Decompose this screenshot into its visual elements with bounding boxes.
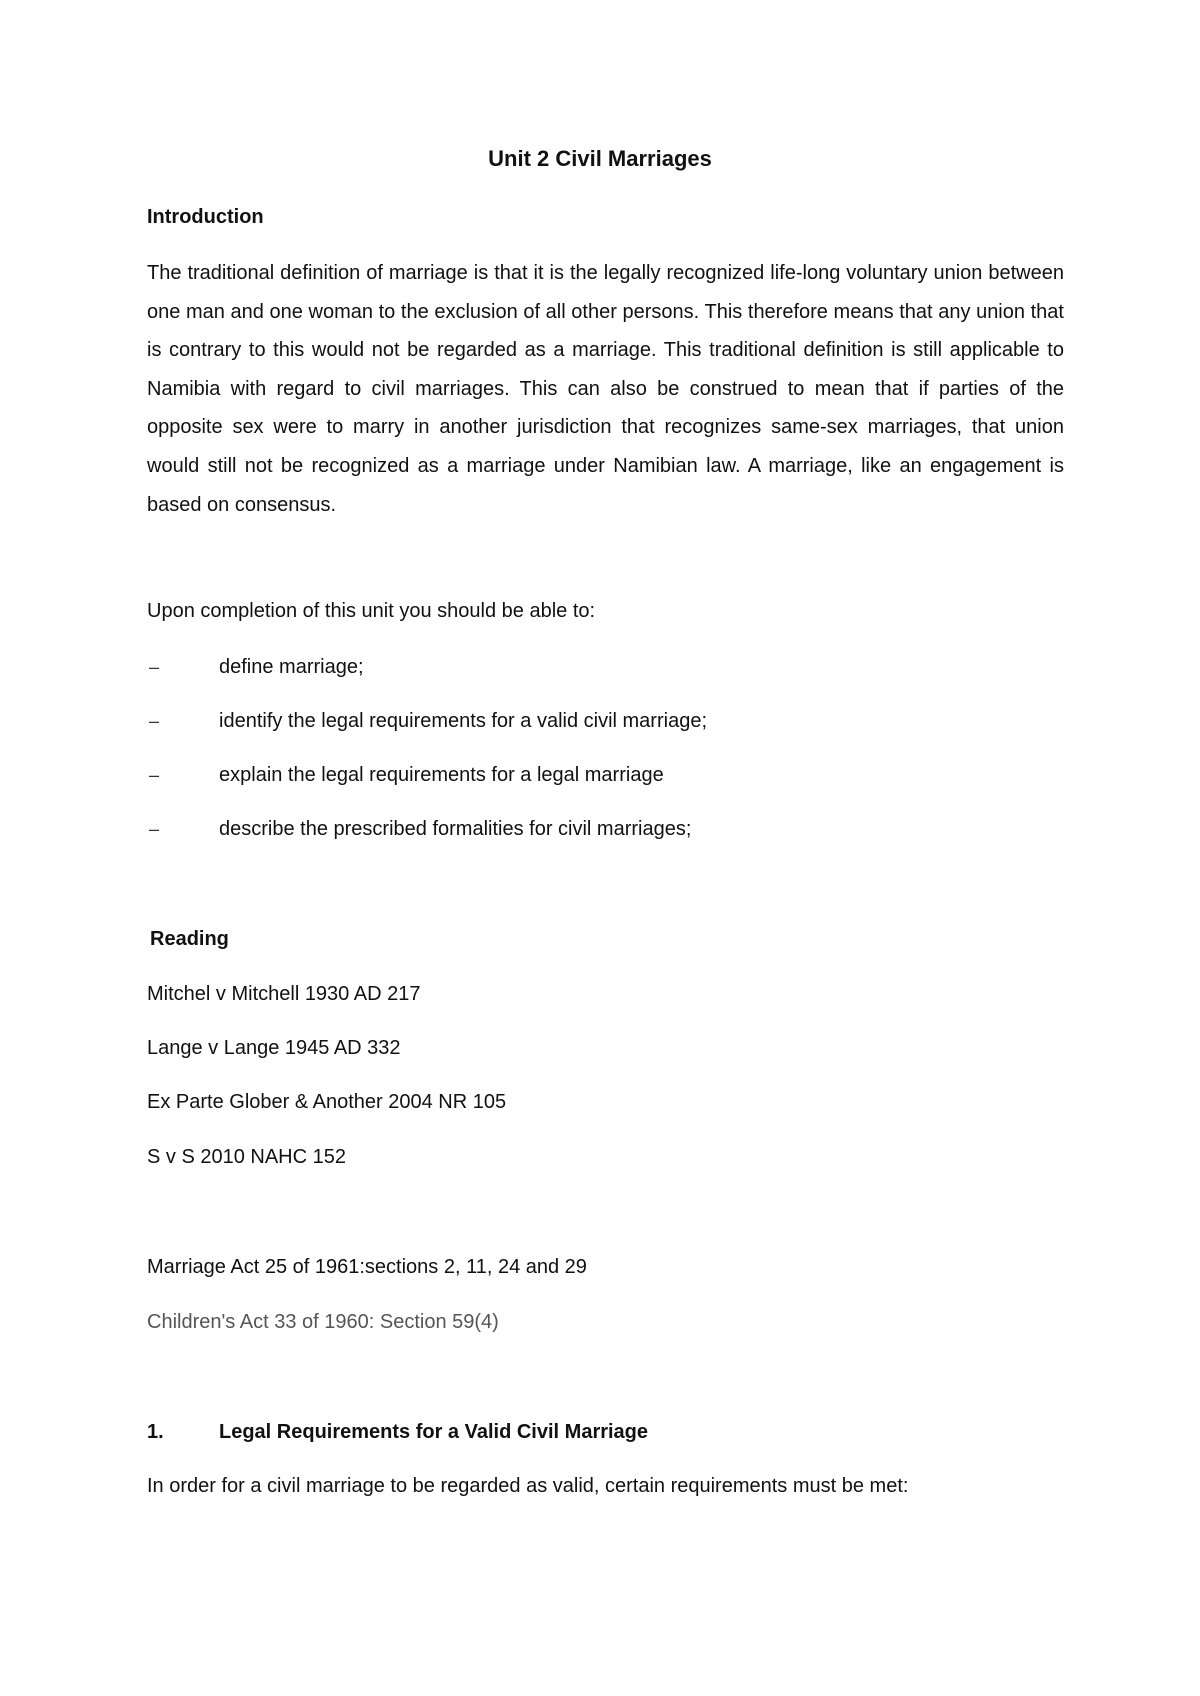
reading-case: Mitchel v Mitchell 1930 AD 217 <box>147 983 421 1005</box>
reading-case: S v S 2010 NAHC 152 <box>147 1146 346 1168</box>
bullet-icon: – <box>149 819 160 839</box>
reading-heading: Reading <box>150 928 229 950</box>
introduction-paragraph: The traditional definition of marriage is that it is the legally recognized life-long voluntary union between one man and one woman to the exclusion of all other persons. This therefore means that any union that is contrary to this would not be regarded as a marriage. This traditional definition is still applicable to Namibia with regard to civil marriages. This can also be construed to mean that if parties of the opposite sex were to marry in another jurisdiction that recognizes same-sex marriages, that union would still not be recognized as a marriage under Namibian law. A marriage, like an engagement is based on consensus. <box>147 262 1064 516</box>
section-heading: Legal Requirements for a Valid Civil Marriage <box>219 1421 649 1443</box>
bullet-icon: – <box>149 711 160 731</box>
outcome-item: describe the prescribed formalities for civil marriages; <box>219 818 692 840</box>
section-text: In order for a civil marriage to be regarded as valid, certain requirements must be met: <box>147 1475 909 1497</box>
outcome-item: define marriage; <box>219 656 364 678</box>
reading-statute: Children's Act 33 of 1960: Section 59(4) <box>147 1311 499 1333</box>
outcome-item: explain the legal requirements for a legal marriage <box>219 764 664 786</box>
introduction-heading: Introduction <box>147 206 264 228</box>
section-number: 1. <box>147 1421 164 1443</box>
bullet-icon: – <box>149 657 160 677</box>
reading-case: Lange v Lange 1945 AD 332 <box>147 1037 401 1059</box>
outcomes-intro: Upon completion of this unit you should be able to: <box>147 600 596 622</box>
outcome-item: identify the legal requirements for a valid civil marriage; <box>219 710 707 732</box>
bullet-icon: – <box>149 765 160 785</box>
reading-statute: Marriage Act 25 of 1961:sections 2, 11, 24 and 29 <box>147 1256 587 1278</box>
reading-case: Ex Parte Glober & Another 2004 NR 105 <box>147 1091 507 1113</box>
document-title: Unit 2 Civil Marriages <box>488 146 712 171</box>
